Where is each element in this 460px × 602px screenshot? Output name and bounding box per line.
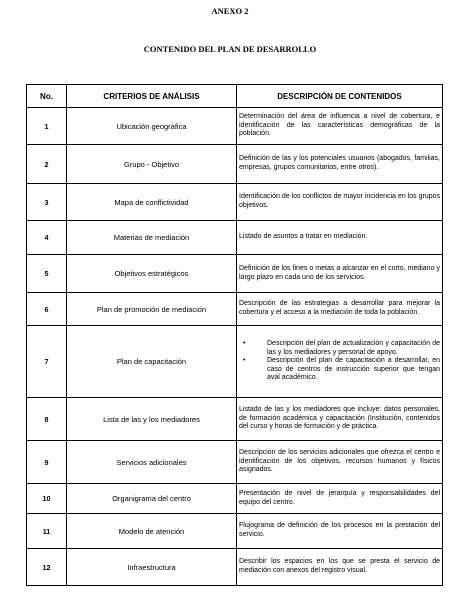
table-row <box>27 221 443 255</box>
row-criteria: Plan de capacitación <box>67 326 237 398</box>
table-row <box>27 108 443 145</box>
row-criteria: Organigrama del centro <box>67 484 237 514</box>
row-criteria: Lista de las y los mediadores <box>67 398 237 441</box>
header-description: DESCRIPCIÓN DE CONTENIDOS <box>237 85 443 108</box>
row-criteria: Mapa de conflictividad <box>67 184 237 221</box>
row-number: 4 <box>27 221 67 255</box>
table-header-row <box>27 85 443 108</box>
row-number: 6 <box>27 293 67 326</box>
row-description: Listado de las y los mediadores que incluye: datos personales, de formación académica y capacitación (Institución, contenidos del curso y horas de formación y de práctica. <box>237 398 443 441</box>
row-number: 9 <box>27 441 67 484</box>
table-row <box>27 293 443 326</box>
row-description: Describir los espacios en los que se presta el servicio de mediación con anexos del registro visual. <box>237 549 443 586</box>
row-description: Definición de los fines o metas a alcanzar en el corto, mediano y largo plazo en cada uno de los servicios. <box>237 255 443 293</box>
row-number: 7 <box>27 326 67 398</box>
annex-label: ANEXO 2 <box>211 6 249 16</box>
row-criteria: Ubicación geográfica <box>67 108 237 145</box>
row-description: Definición de las y los potenciales usuarios (abogados, familias, empresas, grupos comunitarios, entre otros). <box>237 145 443 184</box>
table-row <box>27 398 443 441</box>
bullet-item: • Descripción del plan de capacitación a desarrollar, en caso de centros de instrucción superior que tengan aval académico. <box>251 357 440 383</box>
table-row <box>27 514 443 549</box>
row-criteria: Infraestructura <box>67 549 237 586</box>
row-criteria: Materias de mediación <box>67 221 237 255</box>
table-row <box>27 255 443 293</box>
row-number: 1 <box>27 108 67 145</box>
row-criteria: Modelo de atención <box>67 514 237 549</box>
row-criteria: Servicios adicionales <box>67 441 237 484</box>
row-description: Descripción de los servicios adicionales que ofrezca el centro e identificación de los objetivos, recursos humanos y físicos asignados. <box>237 441 443 484</box>
row-description: Determinación del área de influencia a nivel de cobertura, e identificación de las características demográficas de la población. <box>237 108 443 145</box>
row-description: Presentación de nivel de jerarquía y responsabilidades del equipo del centro. <box>237 484 443 514</box>
row-description: Identificación de los conflictos de mayor incidencia en los grupos objetivos. <box>237 184 443 221</box>
row-number: 8 <box>27 398 67 441</box>
table-row <box>27 145 443 184</box>
row-criteria: Objetivos estratégicos <box>67 255 237 293</box>
header-criteria: CRITERIOS DE ANÁLISIS <box>67 85 237 108</box>
table-row <box>27 326 443 398</box>
document-title: CONTENIDO DEL PLAN DE DESARROLLO <box>143 44 317 54</box>
row-number: 5 <box>27 255 67 293</box>
capacitation-bullet-list <box>239 340 440 383</box>
header-number: No. <box>27 85 67 108</box>
row-description: Flujograma de definición de los procesos en la prestación del servicio. <box>237 514 443 549</box>
row-criteria: Plan de promoción de mediación <box>67 293 237 326</box>
row-number: 10 <box>27 484 67 514</box>
table-row <box>27 184 443 221</box>
row-number: 11 <box>27 514 67 549</box>
row-number: 12 <box>27 549 67 586</box>
bullet-item: • Descripción del plan de actualización y capacitación de las y los mediadores y personal de apoyo. <box>251 340 440 357</box>
row-criteria: Grupo - Objetivo <box>67 145 237 184</box>
table-row <box>27 441 443 484</box>
row-number: 2 <box>27 145 67 184</box>
row-description: Descripción de las estrategias a desarrollar para mejorar la cobertura y el acceso a la mediación de toda la población. <box>237 293 443 326</box>
table-row <box>27 484 443 514</box>
row-description <box>237 326 443 398</box>
row-description: Listado de asuntos a tratar en mediación. <box>237 221 443 255</box>
development-plan-table <box>26 84 443 586</box>
table-row <box>27 549 443 586</box>
row-number: 3 <box>27 184 67 221</box>
